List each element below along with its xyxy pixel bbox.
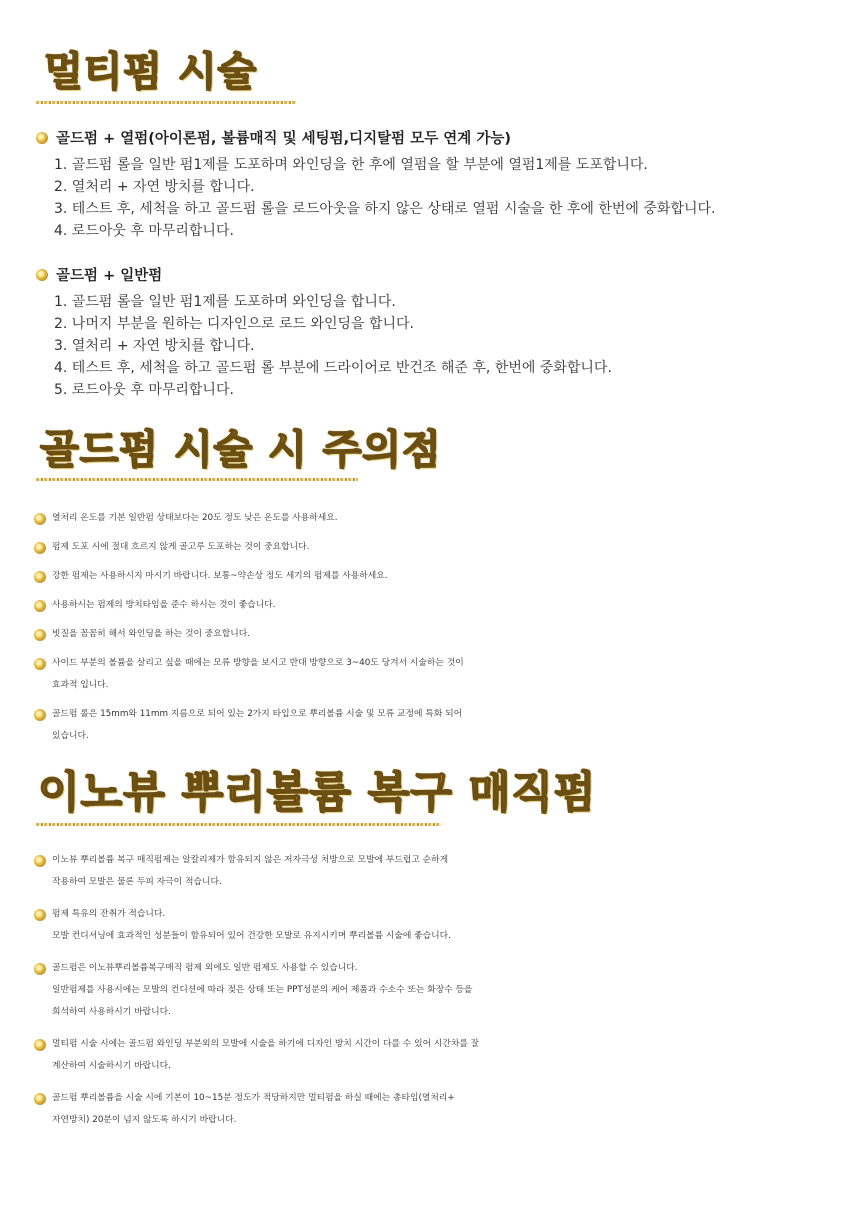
list-item: 멀티펌 시술 시에는 골드펌 와인딩 부분외의 모발에 시술을 하기에 디자인 방치 시간이 다를 수 있어 시간차를 잘 계산하여 시술하시기 바랍니다. <box>36 1033 826 1077</box>
step-item: 2. 나머지 부분을 원하는 디자인으로 로드 와인딩을 합니다. <box>54 316 415 332</box>
list-item: 빗질을 꼼꼼히 해서 와인딩을 하는 것이 중요합니다. <box>36 623 826 645</box>
list-item: 열처리 온도를 기본 일반펌 상태보다는 20도 정도 낮은 온도를 사용하세요. <box>36 507 826 529</box>
subheading-goldperm-normalperm: 골드펌 + 일반펌 <box>36 264 162 285</box>
list-item: 펌제 특유의 잔취가 적습니다. 모발 컨디셔닝에 효과적인 성분들이 함유되어 있어 건강한 모발로 유지시키며 뿌리볼륨 시술에 좋습니다. <box>36 903 826 947</box>
gold-bullet-icon <box>34 629 46 641</box>
step-item: 4. 로드아웃 후 마무리합니다. <box>54 223 234 239</box>
list-item: 펌제 도포 시에 절대 흐르지 않게 골고루 도포하는 것이 중요합니다. <box>36 536 826 558</box>
step-item: 2. 열처리 + 자연 방치를 합니다. <box>54 179 255 195</box>
gold-bullet-icon <box>34 909 46 921</box>
gold-divider <box>36 478 358 481</box>
section-title-magic-perm: 이노뷰 뿌리볼륨 복구 매직펌 <box>38 768 597 818</box>
gold-bullet-icon <box>34 571 46 583</box>
subheading-goldperm-heatperm: 골드펌 + 열펌(아이론펌, 볼륨매직 및 세팅펌,디지탈펌 모두 연계 가능) <box>36 127 511 148</box>
step-item: 1. 골드펌 롤을 일반 펌1제를 도포하며 와인딩을 합니다. <box>54 294 396 310</box>
gold-bullet-icon <box>34 513 46 525</box>
gold-bullet-icon <box>34 600 46 612</box>
list-item: 골드펌 뿌리볼륨을 시술 시에 기본이 10~15분 정도가 적당하지만 멀티펌을 하실 때에는 총타임(열처리+ 자연방치) 20분이 넘지 않도록 하시기 바랍니다. <box>36 1087 826 1131</box>
list-item: 사용하시는 펌제의 방치타임을 준수 하시는 것이 좋습니다. <box>36 594 826 616</box>
list-item: 골드펌 롤은 15mm와 11mm 지름으로 되어 있는 2가지 타입으로 뿌리볼륨 시술 및 모류 교정에 특화 되어 있습니다. <box>36 703 826 747</box>
gold-bullet-icon <box>36 132 48 144</box>
section-title-multi-perm: 멀티펌 시술 <box>44 49 258 95</box>
step-item: 4. 테스트 후, 세척을 하고 골드펌 롤 부분에 드라이어로 반건조 해준 후, 한번에 중화합니다. <box>54 360 612 376</box>
gold-bullet-icon <box>34 1093 46 1105</box>
gold-bullet-icon <box>36 269 48 281</box>
gold-bullet-icon <box>34 963 46 975</box>
magic-perm-list <box>36 849 826 1141</box>
gold-bullet-icon <box>34 709 46 721</box>
step-item: 1. 골드펌 롤을 일반 펌1제를 도포하며 와인딩을 한 후에 열펌을 할 부분에 열펌1제를 도포합니다. <box>54 157 648 173</box>
gold-divider <box>36 823 441 826</box>
list-item: 이노뷰 뿌리볼륨 복구 매직펌제는 알칼리제가 함유되지 않은 저자극성 처방으로 모발에 부드럽고 순하게 작용하여 모발은 물론 두피 자극이 적습니다. <box>36 849 826 893</box>
section-title-cautions: 골드펌 시술 시 주의점 <box>40 427 442 473</box>
steps-list <box>54 291 612 401</box>
list-item: 사이드 부분의 볼륨을 살리고 싶을 때에는 모류 방향을 보시고 반대 방향으로 3~40도 당겨서 시술하는 것이 효과적 입니다. <box>36 652 826 696</box>
cautions-list <box>36 507 826 754</box>
list-item: 골드펌은 이노뷰뿌리볼륨복구매직 펌제 외에도 일반 펌제도 사용할 수 있습니다. 일반펌제를 사용시에는 모발의 컨디션에 따라 젖은 상태 또는 PPT성분의 케어 제품과 수소수 또는 화장수 등을 희석하여 사용하시기 바랍니다. <box>36 957 826 1023</box>
gold-bullet-icon <box>34 855 46 867</box>
step-item: 5. 로드아웃 후 마무리합니다. <box>54 382 234 398</box>
gold-divider <box>36 101 296 104</box>
steps-list <box>54 154 715 242</box>
list-item: 강한 펌제는 사용하시지 마시기 바랍니다. 보통~약손상 정도 세기의 펌제를 사용하세요. <box>36 565 826 587</box>
gold-bullet-icon <box>34 658 46 670</box>
gold-bullet-icon <box>34 1039 46 1051</box>
gold-bullet-icon <box>34 542 46 554</box>
step-item: 3. 열처리 + 자연 방치를 합니다. <box>54 338 255 354</box>
step-item: 3. 테스트 후, 세척을 하고 골드펌 롤을 로드아웃을 하지 않은 상태로 열펌 시술을 한 후에 한번에 중화합니다. <box>54 201 716 217</box>
